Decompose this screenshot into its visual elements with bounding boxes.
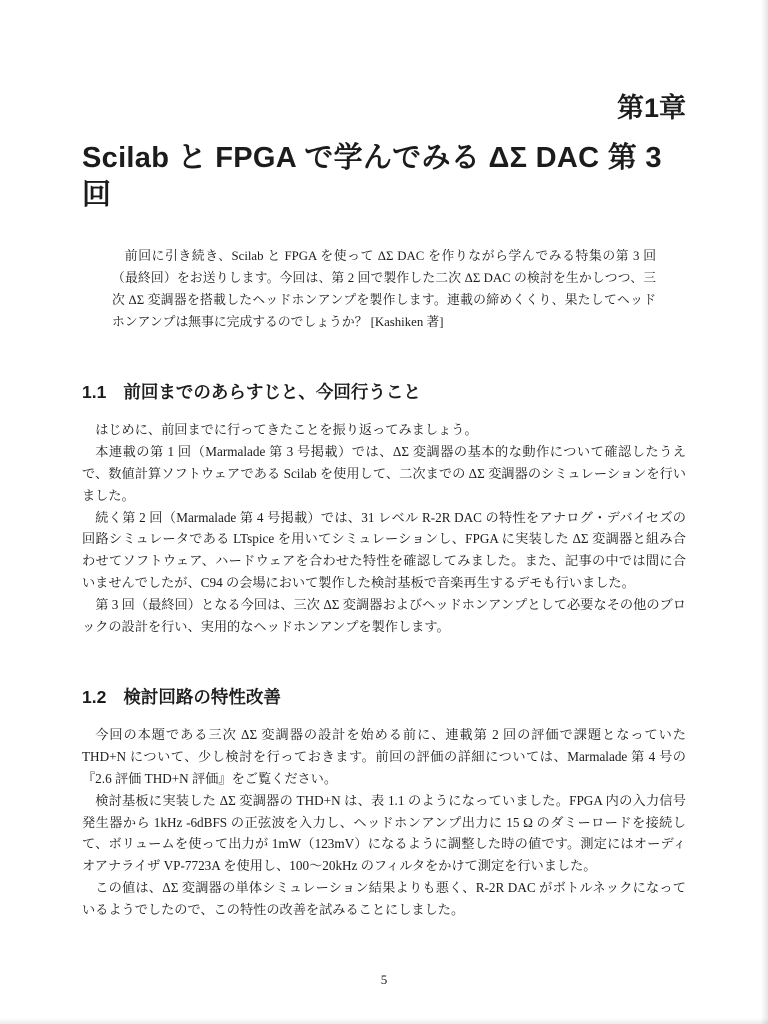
chapter-label: 第1章 — [616, 93, 686, 123]
section-heading — [82, 379, 686, 404]
section-1-2 — [82, 684, 686, 921]
section-1-1 — [82, 379, 686, 638]
section-number: 1.1 — [82, 381, 107, 402]
body-paragraph: 本連載の第 1 回（Marmalade 第 3 号掲載）では、ΔΣ 変調器の基本的な動作について確認したうえで、数値計算ソフトウェアである Scilab を使用して、二次までの ΔΣ 変調器のシミュレーションを行いました。 — [82, 443, 686, 503]
section-title: 検討回路の特性改善 — [123, 686, 281, 707]
page-number: 5 — [380, 972, 388, 987]
page-edge-shadow-right — [761, 0, 768, 1024]
body-paragraph: 第 3 回（最終回）となる今回は、三次 ΔΣ 変調器およびヘッドホンアンプとして必要なその他のブロックの設計を行い、実用的なヘッドホンアンプを製作します。 — [82, 597, 686, 635]
body-paragraph: 続く第 2 回（Marmalade 第 4 号掲載）では、31 レベル R-2R DAC の特性をアナログ・デバイセズの回路シミュレータである LTspice を用いてシミュレーションし、FPGA に実装した ΔΣ 変調器と組み合わせてソフトウェア、ハードウェアを合わせた特性を確認してみました。また、記事の中では間に合いませんでしたが、C94 の会場において製作した検討基板で音楽再生するデモも行いました。 — [82, 509, 686, 591]
page-edge-shadow-bottom — [0, 1018, 768, 1024]
body-paragraph: 検討基板に実装した ΔΣ 変調器の THD+N は、表 1.1 のようになっていました。FPGA 内の入力信号発生器から 1kHz -6dBFS の正弦波を入力し、ヘッドホンアンプ出力に 15 Ω のダミーロードを接続して、ボリュームを使って出力が 1mW（123mV）になるように調整した時の値です。測定にはオーディオアナライザ VP-7723A を使用し、100～20kHz のフィルタをかけて測定を行いました。 — [82, 792, 686, 874]
body-paragraph: 今回の本題である三次 ΔΣ 変調器の設計を始める前に、連載第 2 回の評価で課題となっていた THD+N について、少し検討を行っておきます。前回の評価の詳細については、Marmalade 第 4 号の『2.6 評価 THD+N 評価』をご覧ください。 — [82, 726, 686, 786]
page-title: Scilab と FPGA で学んでみる ΔΣ DAC 第 3 回 — [82, 142, 662, 211]
section-title: 前回までのあらすじと、今回行うこと — [123, 381, 421, 402]
abstract-paragraph: 前回に引き続き、Scilab と FPGA を使って ΔΣ DAC を作りながら学んでみる特集の第 3 回（最終回）をお送りします。今回は、第 2 回で製作した二次 ΔΣ DAC の検討を生かしつつ、三次 ΔΣ 変調器を搭載したヘッドホンアンプを製作します。連載の締めくくり、果たしてヘッドホンアンプは無事に完成するのでしょうか？ [Kashiken 著] — [112, 248, 656, 329]
body-paragraph: はじめに、前回までに行ってきたことを振り返ってみましょう。 — [95, 421, 478, 437]
body-paragraph: この値は、ΔΣ 変調器の単体シミュレーション結果よりも悪く、R-2R DAC がボトルネックになっているようでしたので、この特性の改善を試みることにしました。 — [82, 880, 686, 918]
section-heading — [82, 684, 686, 709]
section-number: 1.2 — [82, 686, 107, 707]
